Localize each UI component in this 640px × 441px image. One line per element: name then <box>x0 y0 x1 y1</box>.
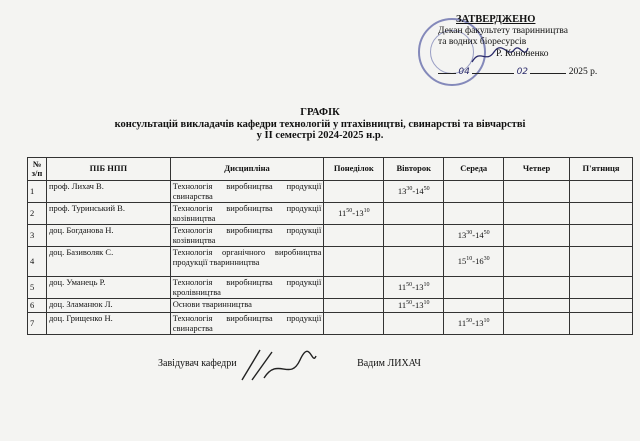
approval-date <box>438 64 638 79</box>
cell-tue: $11^{50}-13^{10}$ <box>384 299 444 313</box>
header-thu: Четвер <box>504 158 570 181</box>
cell-thu <box>504 277 570 299</box>
cell-tue: $13^{30}-14^{50}$ <box>384 181 444 203</box>
title-line-2: консультацій викладачів кафедри технологій у птахівництві, свинарстві та вівчарстві <box>114 118 526 130</box>
row-num: 2 <box>28 203 47 225</box>
row-teacher-name: проф. Лихач В. <box>46 181 170 203</box>
cell-wed <box>444 203 504 225</box>
row-discipline: Технологія виробництва продукції кролівництва <box>170 277 324 299</box>
row-num: 3 <box>28 225 47 247</box>
document-title <box>80 107 560 142</box>
cell-thu <box>504 181 570 203</box>
cell-tue <box>384 247 444 277</box>
cell-tue <box>384 203 444 225</box>
table-row <box>28 181 633 203</box>
footer-signature-line <box>158 358 421 369</box>
approval-heading: ЗАТВЕРДЖЕНО <box>456 14 536 25</box>
date-month: 02 <box>516 67 529 77</box>
cell-thu <box>504 299 570 313</box>
row-discipline: Технологія виробництва продукції свинарства <box>170 181 324 203</box>
date-day: 04 <box>458 67 470 77</box>
cell-wed: $13^{30}-14^{50}$ <box>444 225 504 247</box>
cell-fri <box>570 181 633 203</box>
cell-thu <box>504 313 570 335</box>
approval-dean-name: Р. Кононенко <box>496 48 549 59</box>
cell-fri <box>570 313 633 335</box>
row-teacher-name: проф. Туринський В. <box>46 203 170 225</box>
table-header-row <box>28 158 633 181</box>
cell-tue <box>384 225 444 247</box>
footer-role: Завідувач кафедри <box>158 358 237 369</box>
row-teacher-name: доц. Уманець Р. <box>46 277 170 299</box>
cell-mon <box>324 181 384 203</box>
header-num: № з/п <box>28 158 47 181</box>
table-row <box>28 277 633 299</box>
date-year: 2025 р. <box>568 67 598 77</box>
row-num: 6 <box>28 299 47 313</box>
cell-thu <box>504 203 570 225</box>
table-row <box>28 225 633 247</box>
table-row <box>28 299 633 313</box>
cell-wed: $15^{10}-16^{30}$ <box>444 247 504 277</box>
header-fri: П'ятниця <box>570 158 633 181</box>
row-teacher-name: доц. Базиволяк С. <box>46 247 170 277</box>
header-wed: Середа <box>444 158 504 181</box>
cell-tue: $11^{50}-13^{10}$ <box>384 277 444 299</box>
cell-mon <box>324 225 384 247</box>
row-num: 4 <box>28 247 47 277</box>
title-line-1: ГРАФІК <box>300 107 340 118</box>
row-num: 7 <box>28 313 47 335</box>
cell-mon <box>324 277 384 299</box>
cell-wed: $11^{50}-13^{10}$ <box>444 313 504 335</box>
cell-fri <box>570 277 633 299</box>
cell-fri <box>570 225 633 247</box>
cell-mon <box>324 313 384 335</box>
cell-fri <box>570 247 633 277</box>
header-mon: Понеділок <box>324 158 384 181</box>
header-name: ПІБ НПП <box>46 158 170 181</box>
cell-mon: $11^{50}-13^{10}$ <box>324 203 384 225</box>
row-num: 5 <box>28 277 47 299</box>
approval-line: Декан факультету тваринництва <box>438 25 569 36</box>
row-discipline: Технологія виробництва продукції козівництва <box>170 203 324 225</box>
cell-wed <box>444 299 504 313</box>
header-discipline: Дисципліна <box>170 158 324 181</box>
row-teacher-name: доц. Богданова Н. <box>46 225 170 247</box>
cell-fri <box>570 203 633 225</box>
cell-thu <box>504 247 570 277</box>
cell-tue <box>384 313 444 335</box>
row-discipline: Технологія органічного виробництва продукції тваринництва <box>170 247 324 277</box>
consultation-table <box>27 157 633 335</box>
row-teacher-name: доц. Зламанюк Л. <box>46 299 170 313</box>
cell-mon <box>324 247 384 277</box>
table-row <box>28 247 633 277</box>
table-row <box>28 203 633 225</box>
row-discipline: Основи тваринництва <box>170 299 324 313</box>
cell-thu <box>504 225 570 247</box>
row-num: 1 <box>28 181 47 203</box>
row-discipline: Технологія виробництва продукції козівництва <box>170 225 324 247</box>
cell-mon <box>324 299 384 313</box>
cell-fri <box>570 299 633 313</box>
title-line-3: у ІІ семестрі 2024-2025 н.р. <box>256 130 384 141</box>
approval-block <box>438 14 638 79</box>
footer-name: Вадим ЛИХАЧ <box>357 358 421 369</box>
row-discipline: Технологія виробництва продукції свинарства <box>170 313 324 335</box>
cell-wed <box>444 277 504 299</box>
cell-wed <box>444 181 504 203</box>
approval-line: та водних біоресурсів <box>438 37 527 47</box>
row-teacher-name: доц. Грищенко Н. <box>46 313 170 335</box>
table-row <box>28 313 633 335</box>
header-tue: Вівторок <box>384 158 444 181</box>
